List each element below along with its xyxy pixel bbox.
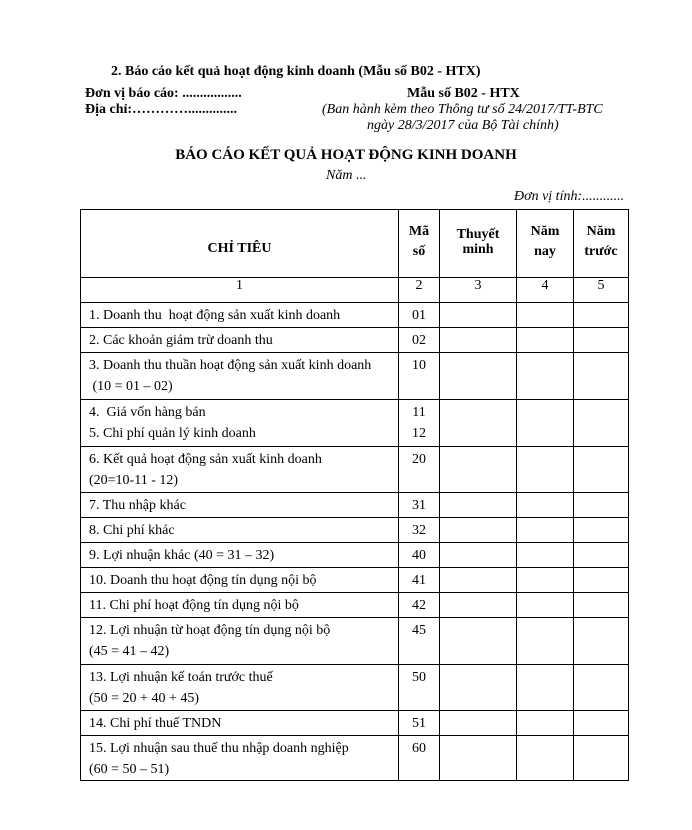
issued-note-line2: ngày 28/3/2017 của Bộ Tài chính) [367,118,559,133]
indicator-code-value: 02 [412,333,426,348]
notes-cell [440,493,517,518]
indicator-name-line: 8. Chi phí khác [89,523,175,538]
table-row [81,353,629,400]
header-row [81,210,629,278]
prev-year-cell [574,568,629,593]
indicator-name [81,736,399,781]
indicator-code-value: 10 [412,358,426,373]
notes-cell [440,736,517,781]
indicator-name [81,665,399,711]
form-code: Mẫu số B02 - HTX [407,86,520,101]
notes-cell [440,711,517,736]
indicator-code-value: 42 [412,598,426,613]
indicator-code-value: 31 [412,498,426,513]
indicator-name-line: 11. Chi phí hoạt động tín dụng nội bộ [89,598,299,613]
indicator-code-value: 11 [412,405,426,420]
indicator-name-line: 1. Doanh thu hoạt động sản xuất kinh doanh [89,308,341,323]
prev-year-cell [574,493,629,518]
indicator-code [399,400,440,447]
table-row [81,736,629,781]
this-year-cell [517,518,574,543]
indicator-code-value: 32 [412,523,426,538]
column-index-row [81,278,629,303]
indicator-name [81,618,399,665]
this-year-cell [517,353,574,400]
reporting-unit-label: Đơn vị báo cáo: ................. [85,86,242,101]
table-row [81,400,629,447]
indicator-name-line: (50 = 20 + 40 + 45) [89,691,200,706]
indicator-code-value: 51 [412,716,426,731]
col-this-year-header: Năm nay [517,210,574,278]
indicator-code [399,593,440,618]
notes-cell [440,543,517,568]
indicator-name [81,447,399,493]
report-title: BÁO CÁO KẾT QUẢ HOẠT ĐỘNG KINH DOANH [175,147,517,163]
prev-year-cell [574,543,629,568]
table-row [81,493,629,518]
notes-cell [440,618,517,665]
table-row [81,618,629,665]
indicator-code [399,353,440,400]
indicator-name-line: 4. Giá vốn hàng bán [89,405,206,420]
indicator-name-line: 2. Các khoản giảm trừ doanh thu [89,333,273,348]
col-prev-year-header: Năm trước [574,210,629,278]
indicator-name-line: 5. Chi phí quản lý kinh doanh [89,426,256,441]
col-code-header: Mã số [399,210,440,278]
indicator-name-line: (45 = 41 – 42) [89,644,170,659]
indicator-name-line: 10. Doanh thu hoạt động tín dụng nội bộ [89,573,317,588]
indicator-code-value: 12 [412,426,426,441]
indicator-code-value: 50 [412,670,426,685]
indicator-code [399,665,440,711]
prev-year-cell [574,328,629,353]
this-year-cell [517,447,574,493]
indicator-name [81,568,399,593]
this-year-cell [517,736,574,781]
indicator-code [399,711,440,736]
indicator-code [399,303,440,328]
notes-cell [440,328,517,353]
prev-year-cell [574,618,629,665]
indicator-code [399,568,440,593]
income-statement-table [80,209,629,781]
prev-year-cell [574,736,629,781]
indicator-name-line: 12. Lợi nhuận từ hoạt động tín dụng nội bộ [89,623,331,638]
notes-cell [440,353,517,400]
indicator-name-line: 7. Thu nhập khác [89,498,186,513]
indicator-code [399,736,440,781]
this-year-cell [517,303,574,328]
issued-note-line1: (Ban hành kèm theo Thông tư số 24/2017/TT-BTC [322,102,603,117]
table-row [81,543,629,568]
notes-cell [440,303,517,328]
notes-cell [440,568,517,593]
table-row [81,328,629,353]
indicator-name [81,493,399,518]
column-index: 4 [517,278,574,303]
indicator-name [81,400,399,447]
this-year-cell [517,493,574,518]
indicator-name-line: 3. Doanh thu thuần hoạt động sản xuất kinh doanh [89,358,372,373]
notes-cell [440,665,517,711]
this-year-cell [517,665,574,711]
indicator-code [399,518,440,543]
indicator-name [81,303,399,328]
indicator-code-value: 20 [412,452,426,467]
indicator-name-line: 6. Kết quả hoạt động sản xuất kinh doanh [89,452,322,467]
report-year: Năm ... [326,168,367,183]
prev-year-cell [574,303,629,328]
this-year-cell [517,593,574,618]
notes-cell [440,400,517,447]
table-row [81,518,629,543]
column-index: 3 [440,278,517,303]
section-title: 2. Báo cáo kết quả hoạt động kinh doanh (Mẫu số B02 - HTX) [111,64,481,79]
notes-cell [440,593,517,618]
table-row [81,665,629,711]
indicator-code-value: 01 [412,308,426,323]
indicator-name-line: 14. Chi phí thuế TNDN [89,716,222,731]
indicator-name [81,543,399,568]
table-row [81,711,629,736]
indicator-name-line: (20=10-11 - 12) [89,473,179,488]
column-index: 1 [81,278,399,303]
prev-year-cell [574,447,629,493]
column-index: 5 [574,278,629,303]
unit-of-measure: Đơn vị tính:............ [514,189,625,204]
indicator-name [81,518,399,543]
indicator-name [81,711,399,736]
this-year-cell [517,568,574,593]
notes-cell [440,518,517,543]
prev-year-cell [574,593,629,618]
indicator-name-line: 9. Lợi nhuận khác (40 = 31 – 32) [89,548,275,563]
indicator-code [399,543,440,568]
this-year-cell [517,400,574,447]
indicator-code [399,493,440,518]
indicator-name-line: 13. Lợi nhuận kế toán trước thuế [89,670,273,685]
indicator-code [399,328,440,353]
table-row [81,303,629,328]
table-row [81,568,629,593]
indicator-code [399,447,440,493]
indicator-code [399,618,440,665]
this-year-cell [517,711,574,736]
table-row [81,593,629,618]
prev-year-cell [574,518,629,543]
address-label: Địa chỉ:………….............. [85,102,238,117]
this-year-cell [517,328,574,353]
table-row [81,447,629,493]
this-year-cell [517,543,574,568]
indicator-name [81,328,399,353]
indicator-code-value: 45 [412,623,426,638]
column-index: 2 [399,278,440,303]
indicator-name [81,353,399,400]
prev-year-cell [574,711,629,736]
indicator-name [81,593,399,618]
col-indicator-header: CHỈ TIÊU [81,210,399,278]
notes-cell [440,447,517,493]
this-year-cell [517,618,574,665]
prev-year-cell [574,353,629,400]
indicator-code-value: 40 [412,548,426,563]
indicator-name-line: (10 = 01 – 02) [89,379,173,394]
indicator-code-value: 41 [412,573,426,588]
indicator-name-line: 15. Lợi nhuận sau thuế thu nhập doanh nghiệp [89,741,349,756]
indicator-name-line: (60 = 50 – 51) [89,762,170,777]
indicator-code-value: 60 [412,741,426,756]
col-notes-header: Thuyết minh [440,210,517,278]
prev-year-cell [574,665,629,711]
prev-year-cell [574,400,629,447]
